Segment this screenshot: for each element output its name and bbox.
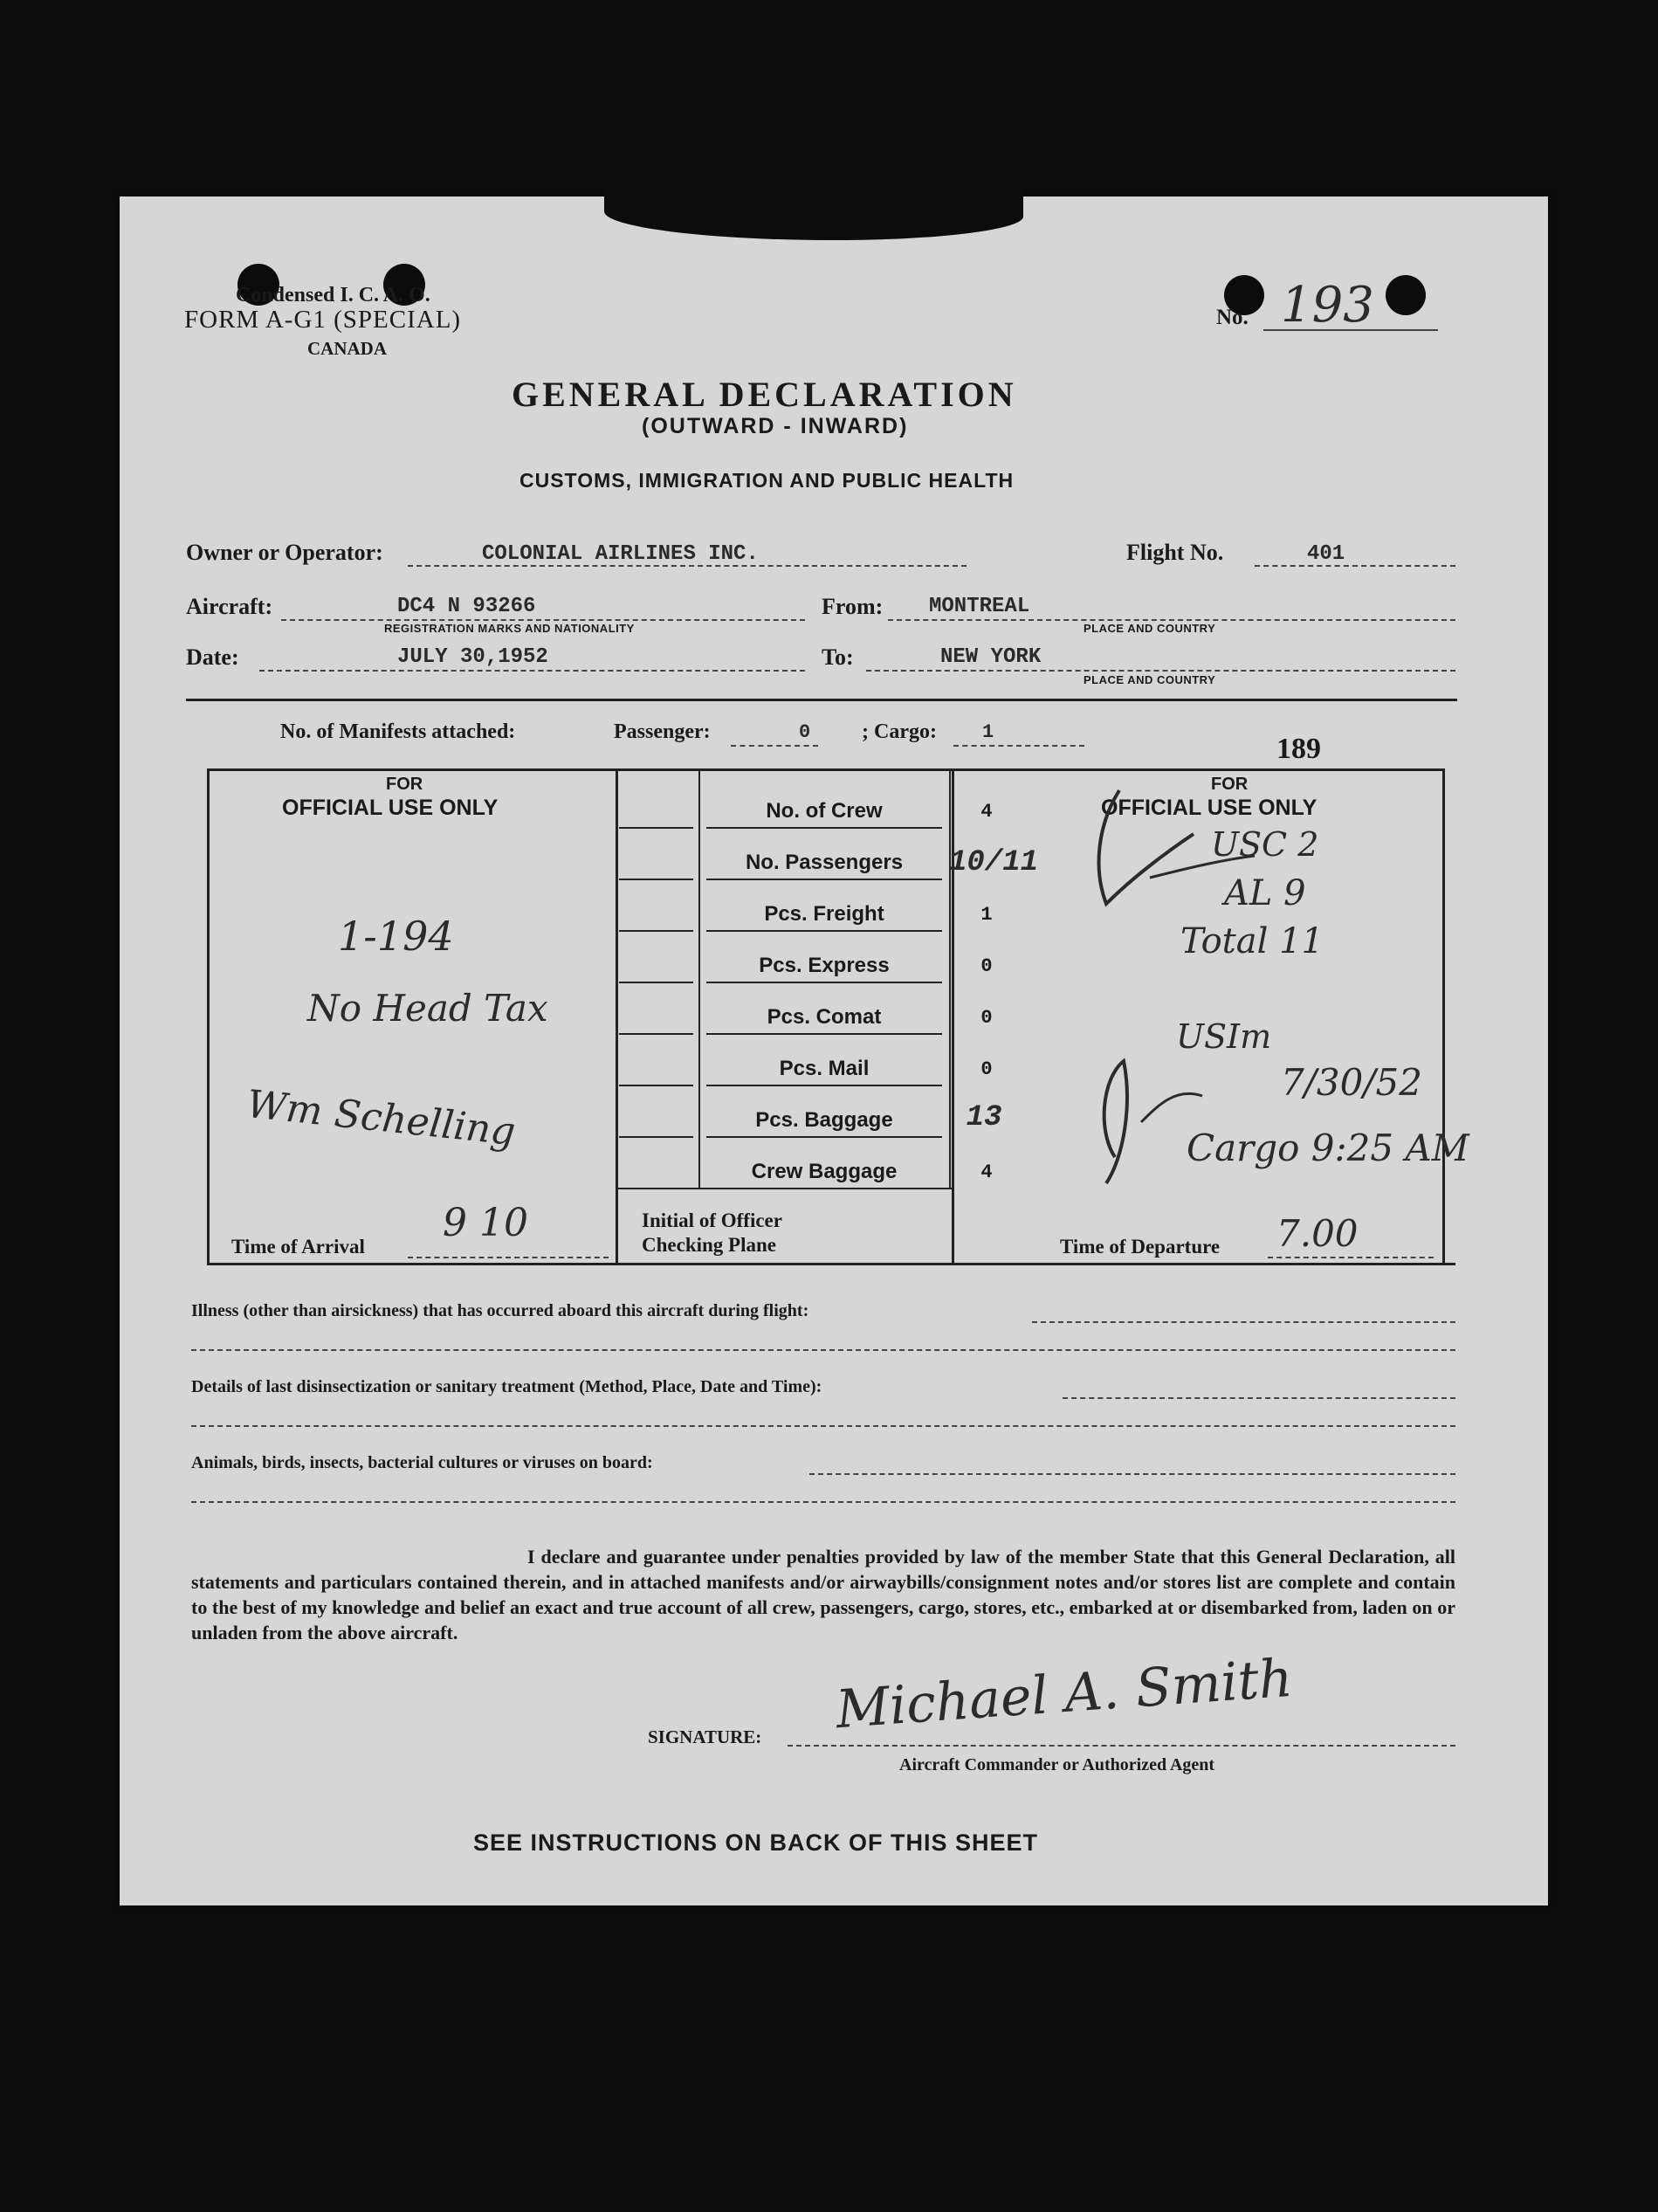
row-label: Pcs. Mail: [779, 1057, 870, 1080]
subheading: CUSTOMS, IMMIGRATION AND PUBLIC HEALTH: [519, 469, 1015, 492]
table-bottom: [207, 1263, 1455, 1265]
handwritten-note: 1-194: [338, 913, 454, 960]
table-rule: [616, 1188, 952, 1189]
cargo-value: 1: [982, 721, 994, 743]
row-rule: [619, 1085, 693, 1086]
place-country-note: PLACE AND COUNTRY: [1084, 673, 1216, 686]
page-subtitle: (OUTWARD - INWARD): [642, 414, 909, 438]
row-rule: [619, 827, 693, 829]
row-label: Pcs. Freight: [764, 902, 884, 926]
row-value: 1: [980, 904, 993, 926]
row-rule: [619, 879, 693, 880]
row-rule: [706, 1136, 942, 1138]
row-rule: [619, 930, 693, 932]
no-label: No.: [1216, 306, 1249, 329]
row-rule: [706, 1033, 942, 1035]
passenger-label: Passenger:: [614, 720, 711, 743]
flight-no-label: Flight No.: [1126, 540, 1224, 565]
date-line: [259, 670, 805, 672]
row-rule: [706, 827, 942, 829]
owner-value: COLONIAL AIRLINES INC.: [482, 542, 759, 566]
row-value: 10/11: [949, 846, 1039, 879]
row-label: Pcs. Baggage: [755, 1108, 893, 1132]
aircraft-value: DC4 N 93266: [397, 595, 536, 618]
date-label: Date:: [186, 644, 239, 670]
row-value: 4: [980, 801, 993, 823]
flight-no-value: 401: [1307, 542, 1345, 566]
owner-label: Owner or Operator:: [186, 540, 383, 565]
passenger-value: 0: [799, 721, 811, 743]
row-label: Pcs. Express: [759, 954, 890, 977]
animals-label: Animals, birds, insects, bacterial cultures or viruses on board:: [191, 1453, 653, 1472]
table-divider: [949, 768, 951, 1188]
signer-note: Aircraft Commander or Authorized Agent: [899, 1755, 1215, 1774]
illness-line-2: [191, 1349, 1455, 1351]
place-country-note: PLACE AND COUNTRY: [1084, 622, 1216, 635]
time-departure-value: 7.00: [1276, 1212, 1359, 1255]
row-label: Pcs. Comat: [767, 1005, 882, 1029]
animals-line-2: [191, 1501, 1455, 1503]
no-value: 193: [1281, 277, 1374, 334]
row-value: 0: [980, 1007, 993, 1029]
table-divider: [952, 768, 954, 1263]
manifests-label: No. of Manifests attached:: [280, 720, 516, 743]
torn-edge: [604, 188, 1023, 240]
disinsect-line-2: [191, 1425, 1455, 1427]
signature: Michael A. Smith: [834, 1647, 1295, 1741]
cargo-line: [953, 745, 1084, 747]
for-right: FOR: [1211, 775, 1249, 794]
declaration-form: [120, 196, 1548, 1905]
time-arrival-value: 9 10: [443, 1201, 528, 1245]
aircraft-label: Aircraft:: [186, 594, 273, 619]
time-arrival-line: [408, 1257, 609, 1258]
aircraft-line: [281, 619, 805, 621]
from-value: MONTREAL: [929, 595, 1030, 618]
handwritten-note: 7/30/52: [1281, 1061, 1422, 1104]
row-rule: [619, 1033, 693, 1035]
row-value: 0: [980, 1058, 993, 1080]
animals-line: [809, 1473, 1455, 1475]
row-label: No. Passengers: [745, 851, 904, 874]
table-divider: [698, 768, 700, 1188]
illness-label: Illness (other than airsickness) that has occurred aboard this aircraft during flight:: [191, 1301, 809, 1320]
disinsect-line: [1063, 1397, 1455, 1399]
handwritten-note: USC 2: [1211, 825, 1319, 864]
for-left: FOR: [386, 775, 423, 794]
official-right: OFFICIAL USE ONLY: [1101, 796, 1317, 820]
date-value: JULY 30,1952: [397, 645, 548, 669]
signature-label: SIGNATURE:: [648, 1726, 762, 1747]
registration-note: REGISTRATION MARKS AND NATIONALITY: [384, 622, 635, 635]
time-departure-label: Time of Departure: [1060, 1236, 1221, 1258]
row-rule: [706, 879, 942, 880]
handwritten-note: Total 11: [1180, 921, 1324, 961]
passenger-line: [731, 745, 818, 747]
cargo-label: ; Cargo:: [862, 720, 937, 743]
punch-hole: [1386, 275, 1426, 315]
row-rule: [619, 1136, 693, 1138]
signature-line: [788, 1745, 1455, 1747]
footer-instructions: SEE INSTRUCTIONS ON BACK OF THIS SHEET: [473, 1830, 1039, 1856]
handwritten-note: USIm: [1176, 1017, 1272, 1056]
from-line: [888, 619, 1455, 621]
row-label: Crew Baggage: [751, 1160, 898, 1183]
page-title: GENERAL DECLARATION: [512, 375, 1017, 414]
row-rule: [706, 930, 942, 932]
section-divider: [186, 699, 1457, 701]
checking-plane: Checking Plane: [642, 1234, 776, 1256]
to-label: To:: [822, 644, 854, 670]
table-edge: [207, 768, 210, 1263]
time-arrival-label: Time of Arrival: [231, 1236, 365, 1258]
row-rule: [619, 982, 693, 983]
declaration-text: I declare and guarantee under penalties provided by law of the member State that this General Declaration, all statements and particulars contained therein, and in attached manifests and/or airwaybills/consignment notes and/or stores list are complete and contain to the best of my knowledge and belief an exact and true account of all crew, passengers, cargo, stores, etc., embarked at or disembarked from, laden on or unladen from the above aircraft.: [191, 1546, 1455, 1643]
form-number: FORM A-G1 (SPECIAL): [184, 306, 462, 334]
handwritten-signature: Wm Schelling: [244, 1081, 518, 1155]
to-line: [866, 670, 1455, 672]
row-rule: [706, 982, 942, 983]
row-value: 0: [980, 955, 993, 977]
handwritten-note: Cargo 9:25 AM: [1187, 1127, 1469, 1169]
handwritten-note: No Head Tax: [307, 987, 548, 1030]
from-label: From:: [822, 594, 884, 619]
row-rule: [706, 1085, 942, 1086]
disinsect-label: Details of last disinsectization or sanitary treatment (Method, Place, Date and Time):: [191, 1377, 822, 1396]
no-line: [1263, 329, 1438, 331]
condensed-label: Condensed I. C. A. O.: [236, 284, 430, 307]
row-value: 13: [966, 1101, 1002, 1134]
to-value: NEW YORK: [940, 645, 1042, 669]
row-value: 4: [980, 1161, 993, 1183]
flight-no-line: [1255, 565, 1455, 567]
initial-officer: Initial of Officer: [642, 1209, 782, 1231]
time-departure-line: [1268, 1257, 1434, 1258]
stamp-number: 189: [1276, 733, 1321, 765]
official-left: OFFICIAL USE ONLY: [282, 796, 499, 820]
illness-line: [1032, 1321, 1455, 1323]
row-label: No. of Crew: [766, 799, 883, 823]
handwritten-note: AL 9: [1224, 873, 1306, 913]
country-label: CANADA: [307, 338, 387, 359]
handwritten-scribble: [1071, 773, 1447, 1236]
table-top: [207, 768, 1442, 771]
